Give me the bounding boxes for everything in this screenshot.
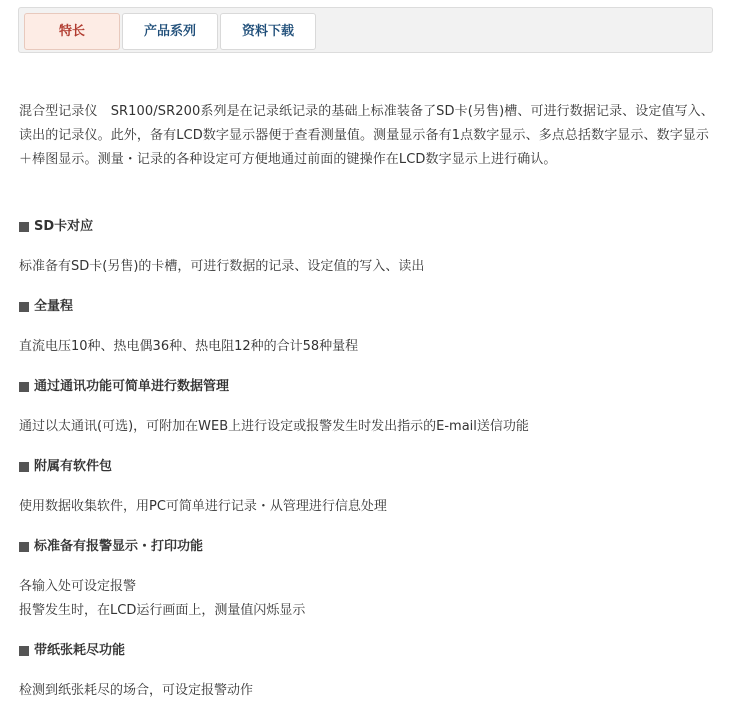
bullet-square-icon	[19, 382, 29, 392]
tab-features[interactable]: 特长	[24, 13, 120, 50]
section-title-text: 全量程	[34, 299, 74, 314]
section-body	[19, 679, 719, 703]
bullet-square-icon	[19, 302, 29, 312]
tab-bar	[18, 7, 713, 53]
intro-text: 混合型记录仪 SR100/SR200系列是在记录纸记录的基础上标准装备了SD卡(另售)槽、可进行数据记录、设定值写入、读出的记录仪。此外，备有LCD数字显示器便于查看测量值。测量显示备有1点数字显示、多点总括数字显示、数字显示＋棒图显示。测量・记录的各种设定可方便地通过前面的键操作在LCD数字显示上进行确认。	[19, 104, 714, 167]
bullet-square-icon	[19, 462, 29, 472]
section-sd-card	[19, 215, 719, 279]
section-paper-end	[19, 639, 719, 703]
section-title-text: 标准备有报警显示・打印功能	[34, 539, 204, 554]
tab-product-series[interactable]: 产品系列	[122, 13, 218, 50]
section-full-range	[19, 295, 719, 359]
section-line: 各输入处可设定报警	[19, 579, 137, 594]
section-line: 通过以太通讯(可选)，可附加在WEB上进行设定或报警发生时发出指示的E-mail送信功能	[19, 419, 529, 434]
section-body	[19, 415, 719, 439]
section-title	[19, 375, 719, 399]
section-title	[19, 455, 719, 479]
section-body	[19, 575, 719, 623]
section-title	[19, 295, 719, 319]
section-line: 直流电压10种、热电偶36种、热电阻12种的合计58种量程	[19, 339, 359, 354]
section-body	[19, 335, 719, 359]
bullet-square-icon	[19, 542, 29, 552]
section-body	[19, 495, 719, 519]
section-title	[19, 639, 719, 663]
section-title-text: SD卡对应	[34, 219, 94, 234]
section-line: 标准备有SD卡(另售)的卡槽，可进行数据的记录、设定值的写入、读出	[19, 259, 425, 274]
section-line: 使用数据收集软件，用PC可简单进行记录・从管理进行信息处理	[19, 499, 387, 514]
tab-downloads[interactable]: 资料下载	[220, 13, 316, 50]
section-line: 报警发生时，在LCD运行画面上，测量值闪烁显示	[19, 603, 306, 618]
bullet-square-icon	[19, 222, 29, 232]
bullet-square-icon	[19, 646, 29, 656]
section-alarm	[19, 535, 719, 623]
section-body	[19, 255, 719, 279]
section-title	[19, 535, 719, 559]
section-title	[19, 215, 719, 239]
section-line: 检测到纸张耗尽的场合，可设定报警动作	[19, 683, 254, 698]
intro-block	[19, 100, 719, 172]
section-title-text: 附属有软件包	[34, 459, 113, 474]
section-title-text: 通过通讯功能可简单进行数据管理	[34, 379, 230, 394]
section-title-text: 带纸张耗尽功能	[34, 643, 126, 658]
section-software	[19, 455, 719, 519]
section-communication	[19, 375, 719, 439]
